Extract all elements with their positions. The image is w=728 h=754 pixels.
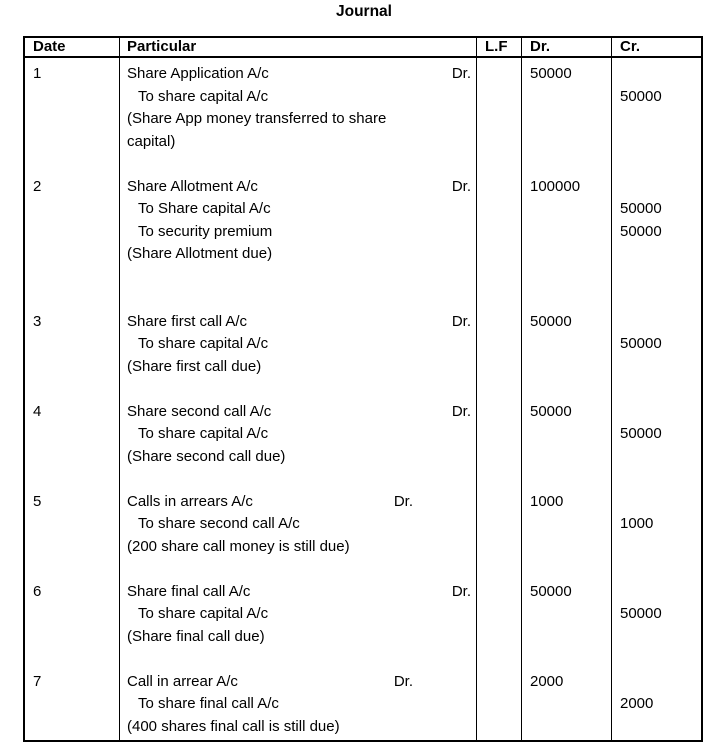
debit-amount: 50000: [530, 312, 572, 330]
credit-amount: 1000: [620, 515, 654, 532]
dr-designation-label: Dr.: [451, 312, 471, 330]
debit-line: [127, 491, 471, 514]
credit-amount: 50000: [620, 425, 662, 442]
credit-amount: 50000: [620, 222, 662, 240]
entry-date-cell: [25, 401, 120, 491]
credit-line: To share second call A/c: [138, 515, 300, 532]
entry-date: 7: [33, 672, 42, 690]
credit-amount: 50000: [620, 335, 662, 352]
entry-particulars-cell: [120, 491, 477, 581]
narration-line: (Share second call due): [127, 447, 286, 465]
debit-line: [127, 63, 471, 86]
entry-cr-cell: [612, 491, 701, 581]
dr-designation-label: Dr.: [393, 492, 413, 510]
credit-line: To Share capital A/c: [138, 200, 271, 217]
debit-amount: 50000: [530, 65, 572, 82]
narration-line: (200 share call money is still due): [127, 537, 350, 555]
page-title: Journal: [336, 3, 392, 20]
debit-account-text: Share final call A/c: [127, 582, 251, 600]
header-lf: L.F: [477, 38, 522, 56]
debit-line: [127, 311, 471, 334]
entry-date-cell: [25, 176, 120, 311]
journal-entry: [25, 491, 701, 581]
entry-dr-cell: [522, 63, 612, 176]
credit-line: To share capital A/c: [138, 605, 269, 622]
journal-entry: [25, 671, 701, 739]
entry-cr-cell: [612, 311, 701, 401]
credit-line: To share final call A/c: [138, 695, 279, 712]
debit-line: [127, 176, 471, 199]
column-divider-particular-lf: [476, 58, 478, 740]
entry-date: 1: [33, 65, 42, 82]
entry-cr-cell: [612, 176, 701, 311]
entry-lf-cell: [477, 491, 522, 581]
narration-line: (Share App money transferred to share: [127, 110, 387, 127]
column-divider-dr-cr: [611, 58, 613, 740]
entry-particulars-cell: [120, 311, 477, 401]
entry-date-cell: [25, 311, 120, 401]
entry-date-cell: [25, 671, 120, 739]
narration-line: (400 shares final call is still due): [127, 717, 340, 735]
entry-date: 4: [33, 402, 42, 420]
debit-account-text: Calls in arrears A/c: [127, 492, 253, 510]
journal-entry: [25, 311, 701, 401]
dr-designation-label: Dr.: [393, 672, 413, 690]
entry-cr-cell: [612, 63, 701, 176]
entry-lf-cell: [477, 63, 522, 176]
entry-lf-cell: [477, 671, 522, 739]
entry-particulars-cell: [120, 671, 477, 739]
entry-dr-cell: [522, 671, 612, 739]
column-divider-date-particular: [119, 58, 121, 740]
entry-date-cell: [25, 63, 120, 176]
debit-amount: 1000: [530, 492, 564, 510]
header-dr: Dr.: [522, 38, 612, 56]
header-date: Date: [25, 38, 120, 56]
journal-table: [23, 36, 703, 742]
narration-line: (Share Allotment due): [127, 245, 273, 262]
entry-dr-cell: [522, 311, 612, 401]
debit-amount: 50000: [530, 582, 572, 600]
entry-lf-cell: [477, 311, 522, 401]
dr-designation-label: Dr.: [451, 402, 471, 420]
entry-cr-cell: [612, 401, 701, 491]
entry-date-cell: [25, 581, 120, 671]
debit-account-text: Share first call A/c: [127, 312, 248, 330]
header-particular: Particular: [120, 38, 477, 56]
entry-dr-cell: [522, 491, 612, 581]
debit-account-text: Share Application A/c: [127, 65, 269, 82]
debit-line: [127, 401, 471, 424]
debit-account-text: Call in arrear A/c: [127, 672, 238, 690]
entry-dr-cell: [522, 176, 612, 311]
entry-particulars-cell: [120, 176, 477, 311]
column-divider-lf-dr: [521, 58, 523, 740]
entry-cr-cell: [612, 671, 701, 739]
entry-cr-cell: [612, 581, 701, 671]
debit-amount: 2000: [530, 672, 564, 690]
debit-amount: 50000: [530, 402, 572, 420]
narration-line: (Share final call due): [127, 627, 265, 645]
entry-date: 2: [33, 177, 42, 195]
entry-dr-cell: [522, 401, 612, 491]
entry-particulars-cell: [120, 401, 477, 491]
narration-line: capital): [127, 132, 176, 150]
table-header-row: [23, 36, 703, 58]
debit-account-text: Share Allotment A/c: [127, 177, 258, 195]
entry-date: 3: [33, 312, 42, 330]
table-body: [23, 58, 703, 742]
entry-particulars-cell: [120, 63, 477, 176]
entry-date-cell: [25, 491, 120, 581]
journal-entry: [25, 401, 701, 491]
entry-dr-cell: [522, 581, 612, 671]
entry-date: 6: [33, 582, 42, 600]
credit-line: To security premium: [138, 222, 273, 240]
entry-lf-cell: [477, 581, 522, 671]
debit-account-text: Share second call A/c: [127, 402, 272, 420]
credit-line: To share capital A/c: [138, 425, 269, 442]
debit-line: [127, 671, 471, 694]
debit-amount: 100000: [530, 177, 581, 195]
credit-amount: 50000: [620, 200, 662, 217]
credit-amount: 50000: [620, 87, 662, 105]
narration-line: (Share first call due): [127, 357, 262, 375]
entry-date: 5: [33, 492, 42, 510]
debit-line: [127, 581, 471, 604]
entry-lf-cell: [477, 401, 522, 491]
credit-line: To share capital A/c: [138, 87, 269, 105]
entry-lf-cell: [477, 176, 522, 311]
credit-amount: 2000: [620, 695, 654, 712]
dr-designation-label: Dr.: [451, 177, 471, 195]
journal-entry: [25, 581, 701, 671]
entry-particulars-cell: [120, 581, 477, 671]
dr-designation-label: Dr.: [451, 65, 471, 82]
credit-line: To share capital A/c: [138, 335, 269, 352]
credit-amount: 50000: [620, 605, 662, 622]
header-cr: Cr.: [620, 38, 641, 55]
journal-entry: [25, 176, 701, 311]
dr-designation-label: Dr.: [451, 582, 471, 600]
journal-entry: [25, 63, 701, 176]
